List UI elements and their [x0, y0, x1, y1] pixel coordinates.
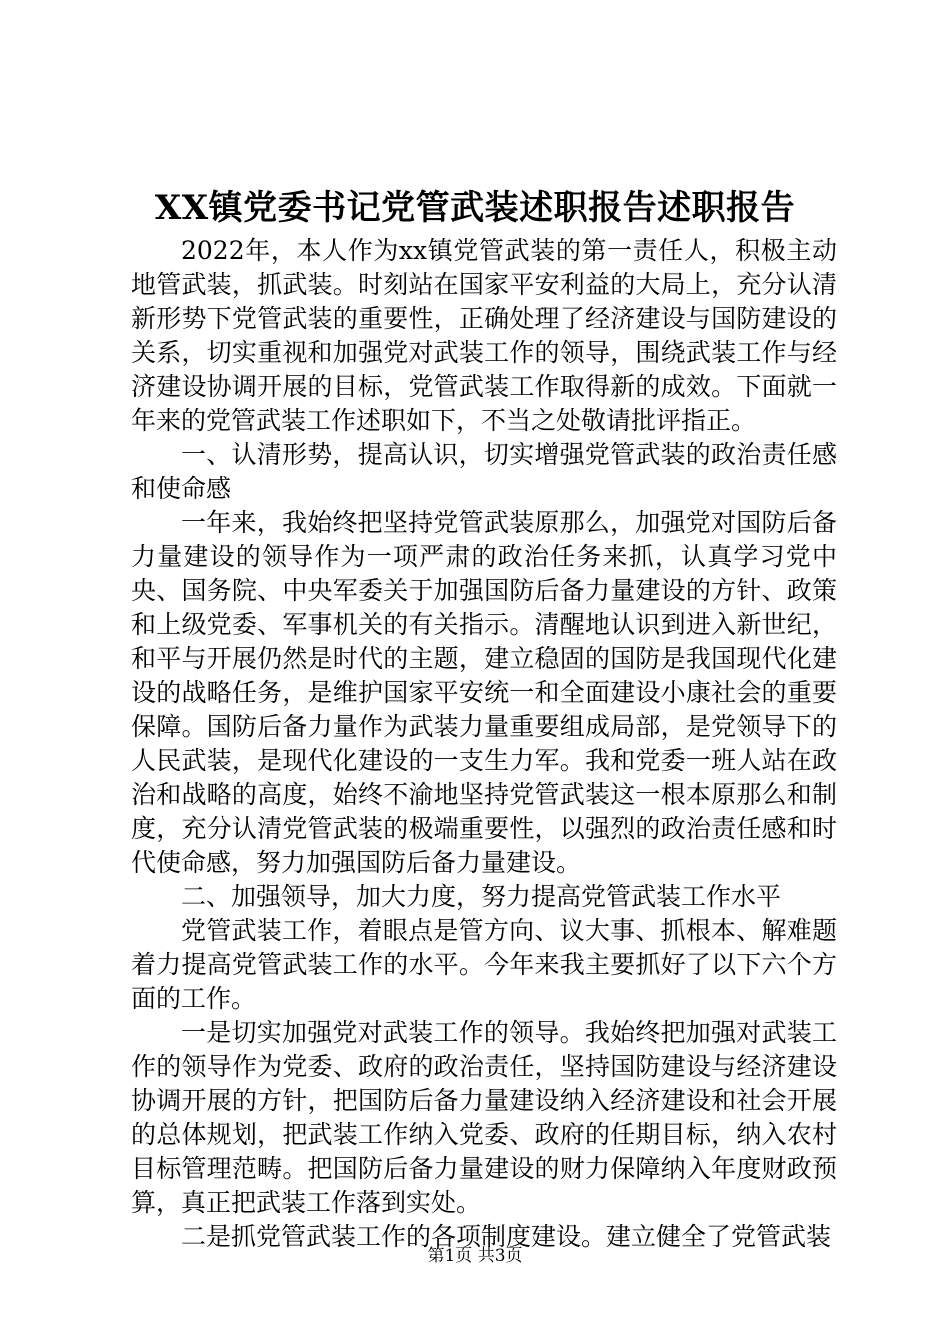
heading-section-2: 二、加强领导，加大力度，努力提高党管武装工作水平 — [181, 882, 782, 911]
paragraph-intro: 2022年，本人作为xx镇党管武装的第一责任人，积极主动地管武装，抓武装。时刻站在国家平安利益的大局上，充分认清新形势下党管武装的重要性，正确处理了经济建设与国防建设的关系，切实重视和加强党对武装工作的领导，围绕武装工作与经济建设协调开展的目标，党管武装工作取得新的成效。下面就一年来的党管武装工作述职如下，不当之处敬请批评指正。 — [131, 236, 837, 435]
document-body — [131, 234, 837, 1254]
document-title: XX镇党委书记党管武装述职报告述职报告 — [154, 188, 796, 228]
heading-section-1: 一、认清形势，提高认识，切实增强党管武装的政治责任感和使命感 — [131, 440, 837, 503]
paragraph-item-1: 一是切实加强党对武装工作的领导。我始终把加强对武装工作的领导作为党委、政府的政治责任，坚持国防建设与经济建设协调开展的方针，把国防后备力量建设纳入经济建设和社会开展的总体规划，把武装工作纳入党委、政府的任期目标，纳入农村目标管理范畴。把国防后备力量建设的财力保障纳入年度财政预算，真正把武装工作落到实处。 — [131, 1018, 837, 1217]
page-number-footer: 第1页 共3页 — [427, 1246, 523, 1266]
paragraph-section-2: 党管武装工作，着眼点是管方向、议大事、抓根本、解难题着力提高党管武装工作的水平。今年来我主要抓好了以下六个方面的工作。 — [131, 916, 837, 1013]
paragraph-item-2: 二是抓党管武装工作的各项制度建设。建立健全了党管武装 — [181, 1222, 832, 1251]
paragraph-section-1: 一年来，我始终把坚持党管武装原那么，加强党对国防后备力量建设的领导作为一项严肃的政治任务来抓，认真学习党中央、国务院、中央军委关于加强国防后备力量建设的方针、政策和上级党委、军事机关的有关指示。清醒地认识到进入新世纪，和平与开展仍然是时代的主题，建立稳固的国防是我国现代化建设的战略任务，是维护国家平安统一和全面建设小康社会的重要保障。国防后备力量作为武装力量重要组成局部，是党领导下的人民武装，是现代化建设的一支生力军。我和党委一班人站在政治和战略的高度，始终不渝地坚持党管武装这一根本原那么和制度，充分认清党管武装的极端重要性，以强烈的政治责任感和时代使命感，努力加强国防后备力量建设。 — [131, 508, 837, 877]
